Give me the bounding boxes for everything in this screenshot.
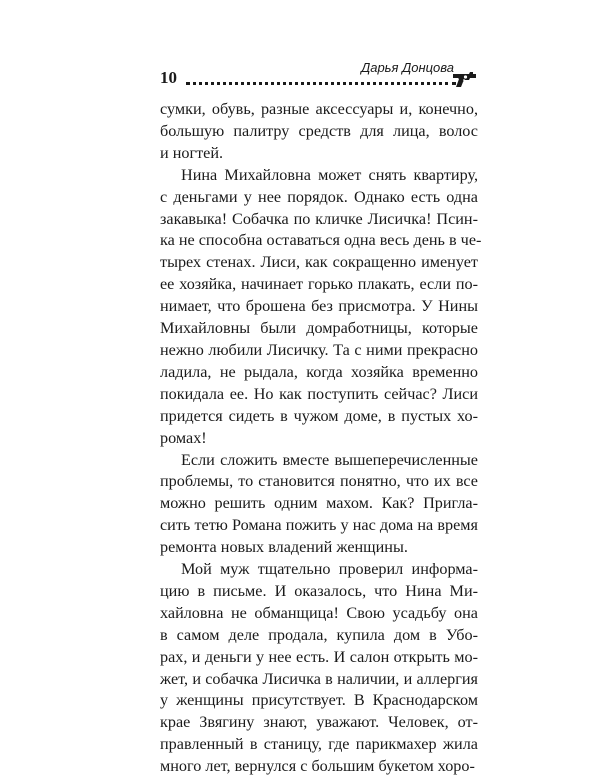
paragraph: [160, 99, 478, 165]
text-line: много лет, вернулся с большим букетом хоро-: [160, 757, 475, 776]
paragraph: [160, 165, 482, 450]
text-line: в самом деле продала, купила дом в Убо-: [160, 625, 478, 644]
text-line: нежно любили Лисичку. Та с ними прекрасно: [160, 340, 478, 359]
text-line: можно решить одним махом. Как? Пригла-: [160, 494, 478, 513]
text-line: с деньгами у нее порядок. Однако есть одна: [160, 187, 478, 206]
text-line: ромах!: [160, 428, 207, 447]
text-line: проблемы, то становится понятно, что их все: [160, 472, 478, 491]
running-header: [160, 60, 478, 88]
text-line: рах, и деньги у нее есть. И салон открыть мо-: [160, 647, 478, 666]
text-line: ка не способна оставаться одна весь день в че-: [160, 231, 482, 250]
text-line: ее хозяйка, начинает горько плакать, если по-: [160, 275, 478, 294]
text-line: покидала ее. Но как поступить сейчас? Лиси: [160, 384, 478, 403]
text-line: хайловна не обманщица! Свою усадьбу она: [160, 603, 478, 622]
paragraph: [160, 450, 478, 560]
text-line: тырех стенах. Лиси, как сокращенно именует: [160, 253, 478, 272]
text-line: у женщины присутствует. В Краснодарском: [160, 691, 478, 710]
text-line: правленный в станицу, где парикмахер жила: [160, 735, 478, 754]
header-dotted-rule: [186, 82, 456, 85]
text-line: Если сложить вместе вышеперечисленные: [181, 450, 478, 469]
text-line: сумки, обувь, разные аксессуары и, конечно,: [160, 100, 478, 118]
text-line: ремонта новых владений женщины.: [160, 538, 408, 557]
author-name: Дарья Донцова: [361, 60, 454, 75]
text-line: и ногтей.: [160, 143, 224, 162]
text-line: жет, и собачка Лисичка в наличии, и аллергия: [160, 669, 478, 688]
page-number: 10: [160, 68, 177, 87]
paragraph: [160, 559, 478, 778]
text-line: сить тетю Романа пожить у нас дома на время: [160, 516, 478, 535]
text-line: Нина Михайловна может снять квартиру,: [181, 165, 478, 184]
revolver-icon: [452, 70, 478, 88]
text-line: цию в письме. И оказалось, что Нина Ми-: [160, 581, 478, 600]
text-line: придется сидеть в чужом доме, в пустых хо-: [160, 406, 478, 425]
text-line: большую палитру средств для лица, волос: [160, 121, 478, 140]
text-line: Мой муж тщательно проверил информа-: [181, 560, 478, 579]
body-text: [160, 99, 482, 778]
text-line: ладила, не рыдала, когда хозяйка временно: [160, 362, 478, 381]
text-line: нимает, что брошена без присмотра. У Нины: [160, 297, 478, 316]
text-line: Михайловны были домработницы, которые: [160, 319, 478, 338]
text-line: закавыка! Собачка по кличке Лисичка! Псин-: [160, 209, 478, 228]
text-line: крае Звягину знают, уважают. Человек, от-: [160, 713, 478, 732]
